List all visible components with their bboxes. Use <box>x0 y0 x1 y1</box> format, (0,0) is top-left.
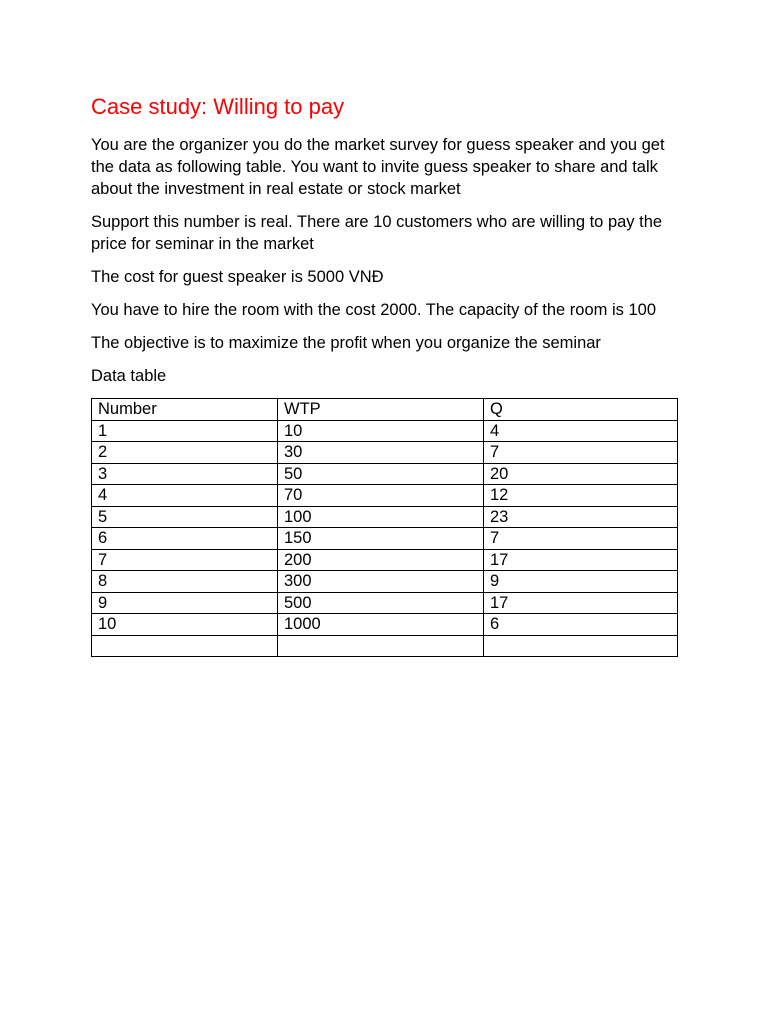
table-cell-q: 4 <box>484 420 678 442</box>
table-row <box>92 549 678 571</box>
table-row <box>92 442 678 464</box>
table-cell-number <box>92 635 278 657</box>
paragraph-speaker-cost: The cost for guest speaker is 5000 VNĐ <box>91 268 384 286</box>
table-cell-wtp: 150 <box>278 528 484 550</box>
table-cell-number: 3 <box>92 463 278 485</box>
table-cell-wtp: 50 <box>278 463 484 485</box>
table-row <box>92 506 678 528</box>
table-cell-number: 6 <box>92 528 278 550</box>
table-cell-wtp <box>278 635 484 657</box>
table-cell-wtp: 30 <box>278 442 484 464</box>
document-page <box>91 94 681 657</box>
table-cell-wtp: 100 <box>278 506 484 528</box>
table-cell-number: 9 <box>92 592 278 614</box>
table-body <box>92 399 678 657</box>
paragraph-objective: The objective is to maximize the profit when you organize the seminar <box>91 334 601 352</box>
document-title: Case study: Willing to pay <box>91 94 345 119</box>
header-cell-wtp: WTP <box>278 399 484 421</box>
table-cell-wtp: 70 <box>278 485 484 507</box>
table-cell-wtp: 10 <box>278 420 484 442</box>
table-row <box>92 420 678 442</box>
table-cell-q: 17 <box>484 592 678 614</box>
paragraph-customers: Support this number is real. There are 10 customers who are willing to pay the price for seminar in the market <box>91 213 663 253</box>
table-caption: Data table <box>91 367 167 385</box>
table-row <box>92 463 678 485</box>
table-cell-number: 10 <box>92 614 278 636</box>
table-row <box>92 528 678 550</box>
table-cell-q: 7 <box>484 442 678 464</box>
table-cell-wtp: 1000 <box>278 614 484 636</box>
table-row <box>92 614 678 636</box>
header-cell-number: Number <box>92 399 278 421</box>
table-cell-wtp: 500 <box>278 592 484 614</box>
table-cell-number: 2 <box>92 442 278 464</box>
table-row <box>92 485 678 507</box>
table-cell-number: 5 <box>92 506 278 528</box>
table-cell-q <box>484 635 678 657</box>
table-cell-number: 7 <box>92 549 278 571</box>
table-cell-q: 20 <box>484 463 678 485</box>
table-cell-q: 6 <box>484 614 678 636</box>
table-cell-wtp: 200 <box>278 549 484 571</box>
table-cell-number: 4 <box>92 485 278 507</box>
table-row <box>92 571 678 593</box>
paragraph-room-cost: You have to hire the room with the cost 2000. The capacity of the room is 100 <box>91 301 657 319</box>
table-row <box>92 592 678 614</box>
table-cell-number: 1 <box>92 420 278 442</box>
paragraph-intro: You are the organizer you do the market survey for guess speaker and you get the data as following table. You want to invite guess speaker to share and talk about the investment in real estate or stock market <box>91 136 665 198</box>
table-row <box>92 635 678 657</box>
table-header-row <box>92 399 678 421</box>
header-cell-q: Q <box>484 399 678 421</box>
table-cell-q: 12 <box>484 485 678 507</box>
table-cell-number: 8 <box>92 571 278 593</box>
table-cell-q: 7 <box>484 528 678 550</box>
table-cell-q: 17 <box>484 549 678 571</box>
table-cell-q: 23 <box>484 506 678 528</box>
table-cell-wtp: 300 <box>278 571 484 593</box>
data-table <box>91 398 678 657</box>
table-cell-q: 9 <box>484 571 678 593</box>
